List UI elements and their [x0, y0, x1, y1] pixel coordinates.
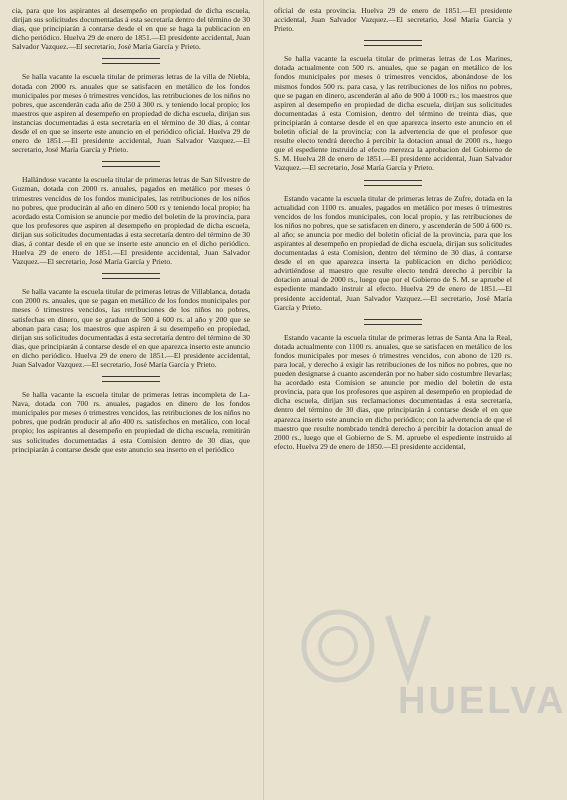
- section-divider: [364, 180, 422, 186]
- notice-text: oficial de esta provincia. Huelva 29 de enero de 1851.—El presidente accidental, Juan Salvador Vazquez.—El secretario, José María García y Prieto.: [274, 6, 512, 34]
- notice-block: [12, 72, 250, 154]
- column-gutter: [263, 0, 264, 800]
- notice-text: Se halla vacante la escuela titular de primeras letras incompleta de La-Nava, dotada con 700 rs. anuales, pagados en dinero de los fondos municipales por meses ó trimestres vencidos, las retribuciones de los niños no pobres, que podrán producir al año 400 rs. satisfechos en metálico, con local propio; los aspirantes al desempeño en propiedad de dicha escuela, remitirán sus solicitudes documentadas á esta Comision dentro de 30 dias, que principiarán á contarse desde que este anuncio sea inserto en el periódico: [12, 390, 250, 454]
- notice-block: [274, 6, 512, 33]
- left-column: [12, 6, 250, 454]
- section-divider: [102, 376, 160, 382]
- notice-text: Se halla vacante la escuela titular de primeras letras de Los Marines, dotada actualmente con 500 rs. anuales, que se pagan en metálico de los fondos municipales por meses ó trimestres vencidos, abonándose de los mismos fondos 500 rs. para casa, y las retribuciones de los niños no pobres, que se pagan en dinero, ascenderán al año de 900 á 1000 rs.; los maestros que aspiren al desempeño en propiedad de dicha escuela, dirijan sus solicitudes documentadas á esta Comision, dentro del término de treinta dias, que principiarán á contarse desde el en que aparezca inserto este anuncio en el boletin oficial de la provincia; con la advertencia de que el profesor que resulte electo tendrá derecho á percibir la dotacion anual de 2000 rs., luego que el espediente instruido al efecto merezca la aprobacion del Gobierno de S. M. Huelva 28 de enero de 1851.—El presidente accidental, Juan Salvador Vazquez.—El secretario, José María García y Prieto.: [274, 54, 512, 173]
- section-divider: [102, 161, 160, 167]
- notice-text: Estando vacante la escuela titular de primeras letras de Zufre, dotada en la actualidad con 1100 rs. anuales, pagados en metálico por meses ó trimestres vencidos de los fondos municipales, con local propio, y las retribuciones de los niños no pobres, que se satisfacen en dinero, y ascenderán de 500 á 600 rs. al año; se anuncia por medio del boletin oficial de la provincia, para que los aspirantes al desempeño en propiedad de dicha escuela, dirijan sus solicitudes documentadas á esta Comision, dentro del término de 30 dias, á contarse desde el en que aparezca inserta la publicacion en dicho periódico; advirtiéndose al maestro que resulte electo tendrá derecho á percibir la dotacion anual de 2000 rs., luego que por el Gobierno de S. M. se apruebe el espediente mandado instruir al efecto. Huelva 29 de enero de 1851.—El presidente accidental, Juan Salvador Vazquez.—El secretario, José María García y Prieto.: [274, 193, 512, 312]
- notice-block: [274, 194, 512, 312]
- notice-block: [274, 54, 512, 172]
- notice-text: Hallándose vacante la escuela titular de primeras letras de San Silvestre de Guzman, dotada con 2000 rs. anuales, pagados en metálico por meses ó trimestres vencidos de los fondos municipales, las retribuciones de los niños no pobres, que producirán al año en dinero 500 rs y teniendo local propio; ha acordado esta Comision se anuncie por medio del boletin de la provincia, para que los profesores que aspiren al desempeño en propiedad de dicha escuela, dirijan sus solicitudes documentadas á esta secretaría dentro del término de 30 dias, á contar desde el en que se inserte este anuncio en el dicho periódico. Huelva 29 de enero de 1851.—El presidente accidental, Juan Salvador Vazquez.—El secretario, José María García y Prieto.: [12, 175, 250, 267]
- section-divider: [102, 58, 160, 64]
- notice-text: cia, para que los aspirantes al desempeño en propiedad de dicha escuela, dirijan sus solicitudes documentadas á esta secretaría dentro del término de 30 dias, que principiarán á contarse desde el en que se haga la publicacion en dicho periódico. Huelva 29 de enero de 1851.—El presidente accidental, Juan Salvador Vazquez.—El secretario, José María García y Prieto.: [12, 6, 250, 52]
- right-column: [274, 6, 512, 451]
- notice-text: Estando vacante la escuela titular de primeras letras de Santa Ana la Real, dotada actualmente con 1100 rs. anuales, que se satisfacen en metálico de los fondos municipales por meses ó trimestres vencidos, con abono de 120 rs. para local, y derecho á exigir las retribuciones de los niños no pobres, que no pueden designarse á cuanto ascenderán por no haber sido costumbre llevarlas; ha acordado esta Comision se anuncie por medio del boletin de esta provincia, para que los profesores que aspiren al desempeño en propiedad de dicha escuela, dirijan sus reclamaciones documentadas á esta secretaría, dentro del término de 30 dias, que principiarán á contarse desde el en que aparezca inserto este anuncio en dicho periódico; con la advertencia de que el maestro que resulte nombrado tendrá derecho á percibir la dotacion anual de 2000 rs., luego que el Gobierno de S. M. apruebe el espediente instruido al efecto. Huelva 29 de enero de 1850.—El presidente accidental,: [274, 332, 512, 451]
- watermark-label: HUELVA: [398, 680, 567, 722]
- notice-text: Se halla vacante la escuela titular de primeras letras de Villablanca, dotada con 2000 rs. anuales, que se pagan en metálico de los fondos municipales por meses ó trimestres vencidos, las retribuciones de los niños no pobres, satisfechas en dinero, que se graduan de 500 á 600 rs. al año y 200 que se abonan para casa; los maestros que aspiren á su desempeño en propiedad, dirijan sus solicitudes documentadas á esta secretaría dentro del término de 30 dias, que principiarán á contarse desde el en que aparezca inserto este anuncio en dicho periódico. Huelva 29 de enero de 1851.—El presidente accidental, Juan Salvador Vazquez.—El secretario, José María García y Prieto.: [12, 287, 250, 369]
- section-divider: [102, 273, 160, 279]
- notice-block: [12, 287, 250, 369]
- section-divider: [364, 40, 422, 46]
- notice-block: [274, 333, 512, 451]
- section-divider: [364, 319, 422, 325]
- notice-block: [12, 175, 250, 266]
- notice-block: [12, 390, 250, 454]
- notice-block: [12, 6, 250, 51]
- notice-text: Se halla vacante la escuela titular de primeras letras de la villa de Niebla, dotada con 2000 rs. anuales que se satisfacen en metálico de los fondos municipales por meses ó trimestres vencidos, las retribuciones de los niños no pobres, que ascenderán cada año de 250 á 300 rs. y teniendo local propio; los maestros que aspiren al desempeño en propiedad de dicha escuela, dirijan sus instancias documentadas á esta secretaría en el término de 30 dias, á contar desde el en que se inserte este anuncio en el periódico oficial. Huelva 29 de enero de 1851.—El presidente accidental, Juan Salvador Vazquez.—El secretario, José María García y Prieto.: [12, 72, 250, 155]
